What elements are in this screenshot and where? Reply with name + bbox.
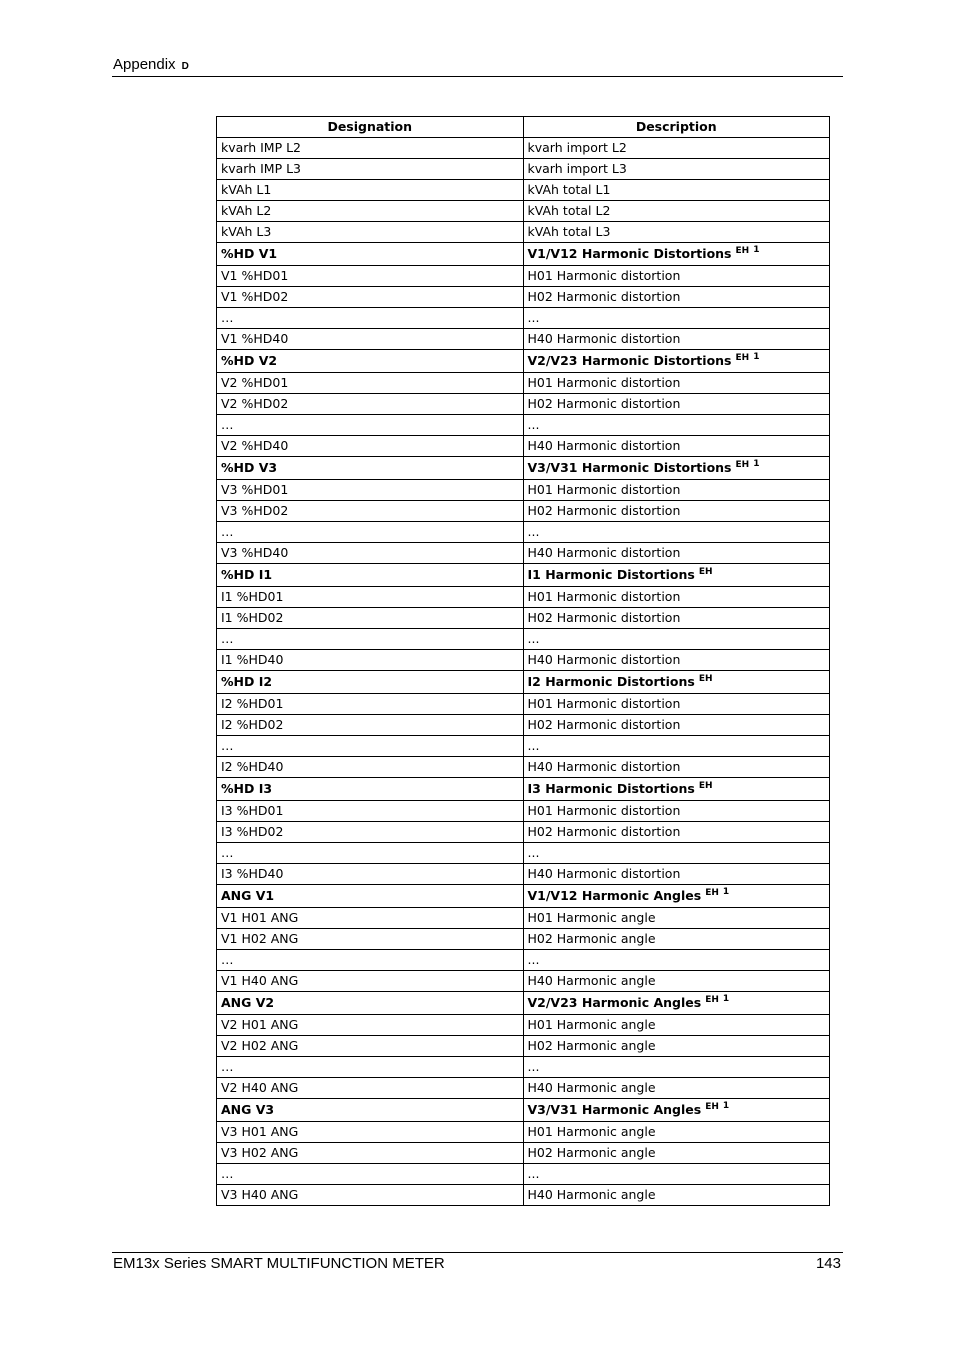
designation-cell: V3 %HD01 <box>217 480 524 501</box>
description-cell <box>523 159 830 180</box>
description-cell <box>523 1099 830 1122</box>
designation-cell: kvarh IMP L2 <box>217 138 524 159</box>
description-cell <box>523 501 830 522</box>
designation-cell: %HD V1 <box>217 243 524 266</box>
description-cell <box>523 671 830 694</box>
designation-cell: V3 H40 ANG <box>217 1185 524 1206</box>
table-row <box>217 329 830 350</box>
table-row <box>217 736 830 757</box>
description-cell <box>523 629 830 650</box>
footer-title: EM13x Series SMART MULTIFUNCTION METER <box>113 1255 445 1272</box>
description-cell <box>523 650 830 671</box>
designation-cell: V1 H02 ANG <box>217 929 524 950</box>
table-row <box>217 929 830 950</box>
description-text: H02 Harmonic distortion <box>527 717 681 732</box>
description-cell <box>523 950 830 971</box>
designation-cell: … <box>217 415 524 436</box>
designation-cell: I2 %HD40 <box>217 757 524 778</box>
table-row <box>217 801 830 822</box>
table-row <box>217 1036 830 1057</box>
description-cell <box>523 1078 830 1099</box>
description-text: H01 Harmonic distortion <box>527 268 681 283</box>
description-text: ... <box>527 738 540 753</box>
table-group-row <box>217 1099 830 1122</box>
description-cell <box>523 543 830 564</box>
appendix-label: Appendix <box>113 56 176 73</box>
table-row <box>217 1078 830 1099</box>
designation-cell: … <box>217 843 524 864</box>
description-cell <box>523 1036 830 1057</box>
description-cell <box>523 587 830 608</box>
table-row <box>217 971 830 992</box>
description-text: H01 Harmonic angle <box>527 1017 656 1032</box>
page-header <box>112 54 843 77</box>
description-cell <box>523 415 830 436</box>
description-cell <box>523 180 830 201</box>
table-row <box>217 373 830 394</box>
description-text: H02 Harmonic distortion <box>527 503 681 518</box>
description-cell <box>523 287 830 308</box>
footnote-ref: 1 <box>722 887 730 897</box>
eh-note-marker: EH <box>735 246 750 256</box>
eh-note-marker: EH <box>735 460 750 470</box>
table-row <box>217 308 830 329</box>
table-row <box>217 950 830 971</box>
description-text: H02 Harmonic distortion <box>527 289 681 304</box>
table-row <box>217 757 830 778</box>
description-cell <box>523 694 830 715</box>
designation-cell: V1 H01 ANG <box>217 908 524 929</box>
table-row <box>217 608 830 629</box>
table-row <box>217 715 830 736</box>
designation-cell: … <box>217 1164 524 1185</box>
description-text: H40 Harmonic angle <box>527 1187 656 1202</box>
description-text: H01 Harmonic angle <box>527 910 656 925</box>
designation-cell: V1 %HD40 <box>217 329 524 350</box>
description-text: V2/V23 Harmonic Distortions <box>527 353 732 368</box>
description-text: I1 Harmonic Distortions <box>527 567 695 582</box>
table-group-row <box>217 243 830 266</box>
description-text: H02 Harmonic angle <box>527 1145 656 1160</box>
designation-table <box>216 116 830 1206</box>
description-cell <box>523 457 830 480</box>
table-row <box>217 201 830 222</box>
table-header-row <box>217 117 830 138</box>
table-row <box>217 694 830 715</box>
description-text: H40 Harmonic distortion <box>527 652 681 667</box>
designation-cell: … <box>217 950 524 971</box>
table-row <box>217 436 830 457</box>
description-cell <box>523 243 830 266</box>
description-text: H40 Harmonic angle <box>527 1080 656 1095</box>
designation-cell: V3 %HD02 <box>217 501 524 522</box>
description-cell <box>523 1057 830 1078</box>
designation-cell: V3 H02 ANG <box>217 1143 524 1164</box>
description-text: H02 Harmonic distortion <box>527 610 681 625</box>
designation-cell: V1 %HD02 <box>217 287 524 308</box>
description-cell <box>523 1122 830 1143</box>
description-text: V3/V31 Harmonic Angles <box>527 1102 702 1117</box>
description-text: H01 Harmonic distortion <box>527 696 681 711</box>
footnote-ref: 1 <box>722 1101 730 1111</box>
description-cell <box>523 971 830 992</box>
designation-cell: I3 %HD02 <box>217 822 524 843</box>
description-text: kVAh total L2 <box>527 203 611 218</box>
table-row <box>217 394 830 415</box>
designation-cell: … <box>217 308 524 329</box>
description-text: V1/V12 Harmonic Distortions <box>527 246 732 261</box>
table-row <box>217 1015 830 1036</box>
description-text: ... <box>527 310 540 325</box>
description-cell <box>523 1143 830 1164</box>
designation-cell: V1 %HD01 <box>217 266 524 287</box>
description-cell <box>523 266 830 287</box>
table-row <box>217 587 830 608</box>
description-text: H02 Harmonic distortion <box>527 396 681 411</box>
designation-cell: V3 H01 ANG <box>217 1122 524 1143</box>
designation-cell: I1 %HD40 <box>217 650 524 671</box>
designation-cell: %HD I1 <box>217 564 524 587</box>
table-row <box>217 1057 830 1078</box>
eh-note-marker: EH <box>735 353 750 363</box>
description-cell <box>523 138 830 159</box>
description-text: kVAh total L3 <box>527 224 611 239</box>
table-row <box>217 159 830 180</box>
description-cell <box>523 736 830 757</box>
designation-cell: kvarh IMP L3 <box>217 159 524 180</box>
description-cell <box>523 329 830 350</box>
description-text: H40 Harmonic distortion <box>527 759 681 774</box>
table-row <box>217 415 830 436</box>
description-text: H01 Harmonic angle <box>527 1124 656 1139</box>
description-cell <box>523 1164 830 1185</box>
description-cell <box>523 715 830 736</box>
description-text: ... <box>527 1059 540 1074</box>
table-row <box>217 843 830 864</box>
description-cell <box>523 1185 830 1206</box>
description-text: H40 Harmonic distortion <box>527 866 681 881</box>
description-text: V2/V23 Harmonic Angles <box>527 995 702 1010</box>
table-row <box>217 266 830 287</box>
description-text: ... <box>527 1166 540 1181</box>
description-cell <box>523 564 830 587</box>
designation-cell: %HD V2 <box>217 350 524 373</box>
description-text: I2 Harmonic Distortions <box>527 674 695 689</box>
designation-cell: V2 H02 ANG <box>217 1036 524 1057</box>
designation-cell: … <box>217 629 524 650</box>
description-text: ... <box>527 417 540 432</box>
column-header-description: Description <box>523 117 830 138</box>
description-text: ... <box>527 952 540 967</box>
designation-cell: V2 H01 ANG <box>217 1015 524 1036</box>
description-text: H01 Harmonic distortion <box>527 589 681 604</box>
description-cell <box>523 522 830 543</box>
description-cell <box>523 308 830 329</box>
appendix-letter: D <box>181 61 189 72</box>
designation-cell: … <box>217 522 524 543</box>
description-text: H40 Harmonic distortion <box>527 331 681 346</box>
table-row <box>217 180 830 201</box>
description-cell <box>523 201 830 222</box>
table-row <box>217 222 830 243</box>
designation-cell: I2 %HD02 <box>217 715 524 736</box>
page-footer <box>112 1252 843 1274</box>
column-header-designation: Designation <box>217 117 524 138</box>
table-row <box>217 650 830 671</box>
description-text: kVAh total L1 <box>527 182 611 197</box>
designation-cell: V2 %HD02 <box>217 394 524 415</box>
table-group-row <box>217 564 830 587</box>
table-row <box>217 522 830 543</box>
footnote-ref: 1 <box>753 459 760 469</box>
table-row <box>217 908 830 929</box>
table-group-row <box>217 457 830 480</box>
description-cell <box>523 480 830 501</box>
description-cell <box>523 992 830 1015</box>
table-row <box>217 480 830 501</box>
designation-cell: kVAh L1 <box>217 180 524 201</box>
description-text: H02 Harmonic angle <box>527 1038 656 1053</box>
description-cell <box>523 608 830 629</box>
description-cell <box>523 801 830 822</box>
designation-cell: I3 %HD40 <box>217 864 524 885</box>
designation-cell: V1 H40 ANG <box>217 971 524 992</box>
footnote-ref: 1 <box>753 352 760 362</box>
page-number: 143 <box>815 1255 841 1272</box>
designation-cell: kVAh L3 <box>217 222 524 243</box>
table-group-row <box>217 885 830 908</box>
description-text: ... <box>527 631 540 646</box>
eh-note-marker: EH <box>705 888 719 898</box>
description-text: H01 Harmonic distortion <box>527 803 681 818</box>
designation-cell: ANG V3 <box>217 1099 524 1122</box>
description-cell <box>523 757 830 778</box>
description-cell <box>523 908 830 929</box>
table-row <box>217 1122 830 1143</box>
designation-cell: I1 %HD02 <box>217 608 524 629</box>
description-cell <box>523 436 830 457</box>
designation-cell: I3 %HD01 <box>217 801 524 822</box>
description-text: H01 Harmonic distortion <box>527 482 681 497</box>
description-text: kvarh import L3 <box>527 161 627 176</box>
table-row <box>217 287 830 308</box>
header-title-block <box>113 56 189 73</box>
description-cell <box>523 778 830 801</box>
table-group-row <box>217 992 830 1015</box>
eh-note-marker: EH <box>705 1102 719 1112</box>
designation-cell: V2 H40 ANG <box>217 1078 524 1099</box>
table-row <box>217 1185 830 1206</box>
description-cell <box>523 394 830 415</box>
description-text: V3/V31 Harmonic Distortions <box>527 460 732 475</box>
table-body <box>217 138 830 1206</box>
description-cell <box>523 864 830 885</box>
description-text: V1/V12 Harmonic Angles <box>527 888 702 903</box>
table-row <box>217 864 830 885</box>
designation-cell: I1 %HD01 <box>217 587 524 608</box>
table-group-row <box>217 671 830 694</box>
designation-cell: ANG V2 <box>217 992 524 1015</box>
table-row <box>217 822 830 843</box>
description-text: H40 Harmonic angle <box>527 973 656 988</box>
footnote-ref: 1 <box>722 994 730 1004</box>
description-cell <box>523 373 830 394</box>
table-row <box>217 543 830 564</box>
eh-note-marker: EH <box>698 674 713 684</box>
designation-cell: %HD I2 <box>217 671 524 694</box>
description-text: ... <box>527 845 540 860</box>
eh-note-marker: EH <box>698 567 713 577</box>
designation-cell: … <box>217 1057 524 1078</box>
description-text: H02 Harmonic angle <box>527 931 656 946</box>
description-text: ... <box>527 524 540 539</box>
description-cell <box>523 885 830 908</box>
eh-note-marker: EH <box>705 995 719 1005</box>
description-cell <box>523 822 830 843</box>
eh-note-marker: EH <box>698 781 713 791</box>
designation-cell: V2 %HD40 <box>217 436 524 457</box>
table-row <box>217 501 830 522</box>
designation-cell: ANG V1 <box>217 885 524 908</box>
designation-cell: %HD V3 <box>217 457 524 480</box>
table-group-row <box>217 778 830 801</box>
description-cell <box>523 843 830 864</box>
description-text: H40 Harmonic distortion <box>527 545 681 560</box>
designation-cell: … <box>217 736 524 757</box>
description-cell <box>523 929 830 950</box>
description-text: I3 Harmonic Distortions <box>527 781 695 796</box>
designation-cell: kVAh L2 <box>217 201 524 222</box>
footnote-ref: 1 <box>753 245 760 255</box>
designation-cell: %HD I3 <box>217 778 524 801</box>
description-cell <box>523 350 830 373</box>
description-text: H01 Harmonic distortion <box>527 375 681 390</box>
table-row <box>217 1164 830 1185</box>
designation-cell: V2 %HD01 <box>217 373 524 394</box>
description-text: kvarh import L2 <box>527 140 627 155</box>
table-group-row <box>217 350 830 373</box>
designation-cell: I2 %HD01 <box>217 694 524 715</box>
table-row <box>217 138 830 159</box>
designation-cell: V3 %HD40 <box>217 543 524 564</box>
description-text: H40 Harmonic distortion <box>527 438 681 453</box>
table-row <box>217 1143 830 1164</box>
description-cell <box>523 1015 830 1036</box>
table-row <box>217 629 830 650</box>
description-text: H02 Harmonic distortion <box>527 824 681 839</box>
description-cell <box>523 222 830 243</box>
